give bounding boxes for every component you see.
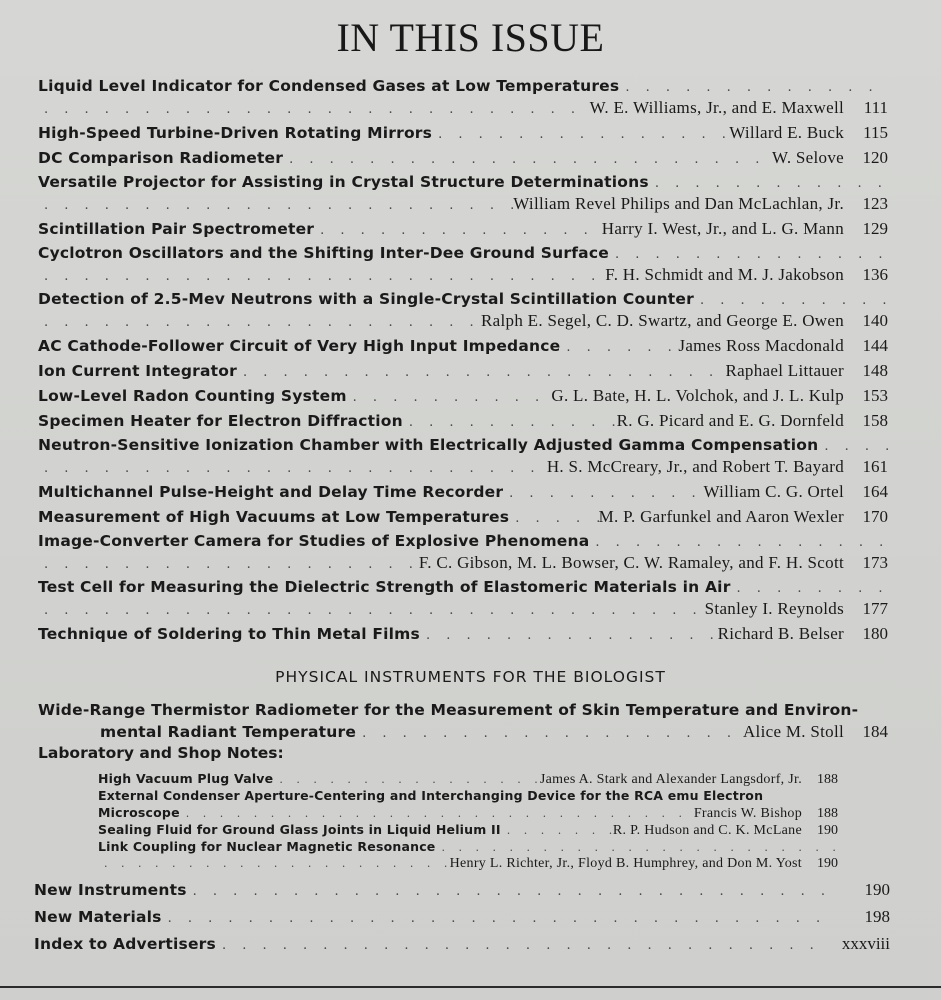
note-title: High Vacuum Plug Valve bbox=[98, 771, 274, 786]
toc-entry bbox=[38, 385, 888, 406]
note-page: 190 bbox=[817, 856, 838, 871]
entry-title: Neutron-Sensitive Ionization Chamber with Electrically Adjusted Gamma Compensation bbox=[38, 436, 819, 454]
entry-authors: F. C. Gibson, M. L. Bowser, C. W. Ramaley, and F. H. Scott bbox=[418, 553, 844, 572]
entry-title: Technique of Soldering to Thin Metal Films bbox=[38, 625, 420, 643]
toc-entry bbox=[38, 531, 888, 573]
leader-dots bbox=[273, 771, 540, 787]
entry-page: 173 bbox=[862, 553, 888, 572]
entry-title: High-Speed Turbine-Driven Rotating Mirrors bbox=[38, 124, 433, 142]
leader-dots bbox=[609, 244, 888, 264]
leader-dots bbox=[237, 362, 726, 381]
entry-page: 153 bbox=[862, 386, 888, 405]
leader-dots bbox=[216, 932, 830, 957]
misc-entry bbox=[34, 903, 890, 930]
lab-note-item bbox=[98, 821, 838, 838]
toc-entry bbox=[38, 335, 888, 356]
entry-title: Scintillation Pair Spectrometer bbox=[38, 220, 315, 238]
toc-entry bbox=[38, 172, 888, 214]
entry-page: 161 bbox=[862, 457, 888, 476]
misc-title: Index to Advertisers bbox=[34, 935, 216, 953]
entry-authors: Harry I. West, Jr., and L. G. Mann bbox=[601, 219, 844, 238]
page-title: IN THIS ISSUE bbox=[336, 15, 605, 60]
entry-title: DC Comparison Radiometer bbox=[38, 149, 284, 167]
note-page: 188 bbox=[817, 772, 838, 787]
entry-title: Measurement of High Vacuums at Low Temperatures bbox=[38, 508, 510, 526]
entry-authors: M. P. Garfunkel and Aaron Wexler bbox=[598, 507, 844, 526]
leader-dots bbox=[619, 77, 888, 97]
entry-title: Multichannel Pulse-Height and Delay Time Recorder bbox=[38, 483, 504, 501]
leader-dots bbox=[314, 220, 602, 239]
entry-page: 140 bbox=[862, 311, 888, 330]
toc-entry bbox=[38, 577, 888, 619]
leader-dots bbox=[503, 483, 703, 502]
entry-title: Cyclotron Oscillators and the Shifting Inter-Dee Ground Surface bbox=[38, 244, 609, 262]
misc-page: 198 bbox=[864, 907, 890, 926]
leader-dots bbox=[38, 266, 605, 285]
footer-rule bbox=[0, 986, 941, 988]
lab-note-item bbox=[98, 770, 838, 787]
entry-title: Test Cell for Measuring the Dielectric Strength of Elastomeric Materials in Air bbox=[38, 578, 731, 596]
entry-title: Versatile Projector for Assisting in Crystal Structure Determinations bbox=[38, 173, 649, 191]
entry-title: Image-Converter Camera for Studies of Explosive Phenomena bbox=[38, 532, 590, 550]
leader-dots bbox=[818, 436, 888, 456]
entry-page: 144 bbox=[862, 336, 888, 355]
note-authors: Henry L. Richter, Jr., Floyd B. Humphrey, and Don M. Yost bbox=[449, 856, 802, 871]
toc-entry bbox=[38, 289, 888, 331]
note-page: 190 bbox=[817, 823, 838, 838]
leader-dots bbox=[403, 412, 617, 431]
leader-dots bbox=[347, 387, 552, 406]
note-title: External Condenser Aperture-Centering and Interchanging Device for the RCA emu Electron bbox=[98, 788, 764, 803]
entry-authors: W. Selove bbox=[772, 148, 844, 167]
toc-entry bbox=[38, 435, 888, 477]
misc-title: New Instruments bbox=[34, 881, 187, 899]
leader-dots bbox=[162, 905, 830, 930]
entry-authors: G. L. Bate, H. L. Volchok, and J. L. Kulp bbox=[551, 386, 844, 405]
entry-page: 136 bbox=[862, 265, 888, 284]
lab-notes-heading: Laboratory and Shop Notes: bbox=[38, 744, 284, 762]
entry-title: Liquid Level Indicator for Condensed Gases at Low Temperatures bbox=[38, 77, 620, 95]
entry-title-cont: mental Radiant Temperature bbox=[100, 723, 357, 741]
toc-entry bbox=[38, 218, 888, 239]
entry-title: AC Cathode-Follower Circuit of Very High Input Impedance bbox=[38, 337, 561, 355]
toc-entry bbox=[38, 410, 888, 431]
entry-title: Low-Level Radon Counting System bbox=[38, 387, 347, 405]
entry-page: 158 bbox=[862, 411, 888, 430]
leader-dots bbox=[509, 508, 598, 527]
leader-dots bbox=[283, 149, 772, 168]
leader-dots bbox=[98, 855, 450, 872]
entry-page: 148 bbox=[862, 361, 888, 380]
leader-dots bbox=[356, 723, 743, 742]
entry-page: 184 bbox=[862, 722, 888, 741]
entry-authors: James Ross Macdonald bbox=[678, 336, 844, 355]
toc-entries bbox=[38, 76, 888, 644]
entry-title: Wide-Range Thermistor Radiometer for the Measurement of Skin Temperature and Environ- bbox=[38, 701, 859, 719]
entry-authors: H. S. McCreary, Jr., and Robert T. Bayard bbox=[546, 457, 844, 476]
bio-entry bbox=[38, 700, 888, 742]
entry-page: 115 bbox=[863, 123, 888, 142]
lab-note-item-cont bbox=[98, 804, 838, 821]
entry-authors: Alice M. Stoll bbox=[742, 722, 844, 741]
toc-entry bbox=[38, 360, 888, 381]
toc-entry bbox=[38, 147, 888, 168]
entry-page: 164 bbox=[862, 482, 888, 501]
leader-dots bbox=[38, 600, 705, 619]
note-title-cont: Microscope bbox=[98, 805, 180, 820]
misc-title: New Materials bbox=[34, 908, 162, 926]
misc-page: xxxviii bbox=[841, 934, 890, 953]
entry-authors: W. E. Williams, Jr., and E. Maxwell bbox=[589, 98, 844, 117]
leader-dots bbox=[501, 822, 613, 838]
entry-title: Detection of 2.5-Mev Neutrons with a Single-Crystal Scintillation Counter bbox=[38, 290, 694, 308]
entry-authors: Willard E. Buck bbox=[729, 123, 844, 142]
toc-entry bbox=[38, 506, 888, 527]
toc-entry bbox=[38, 623, 888, 644]
leader-dots bbox=[38, 99, 590, 118]
leader-dots bbox=[436, 839, 839, 855]
entry-page: 123 bbox=[862, 194, 888, 213]
toc-entry bbox=[38, 76, 888, 118]
leader-dots bbox=[38, 458, 547, 477]
misc-entries bbox=[34, 876, 890, 957]
note-authors: R. P. Hudson and C. K. McLane bbox=[612, 823, 802, 838]
section-heading: PHYSICAL INSTRUMENTS FOR THE BIOLOGIST bbox=[275, 668, 666, 686]
note-title: Sealing Fluid for Ground Glass Joints in Liquid Helium II bbox=[98, 822, 501, 837]
lab-note-item bbox=[98, 838, 838, 855]
leader-dots bbox=[38, 554, 419, 573]
misc-page: 190 bbox=[864, 880, 890, 899]
note-page: 188 bbox=[817, 806, 838, 821]
leader-dots bbox=[38, 195, 513, 214]
entry-page: 170 bbox=[862, 507, 888, 526]
leader-dots bbox=[560, 337, 678, 356]
entry-page: 177 bbox=[862, 599, 888, 618]
entry-authors: William C. G. Ortel bbox=[703, 482, 844, 501]
leader-dots bbox=[731, 578, 888, 598]
leader-dots bbox=[38, 312, 481, 331]
entry-page: 180 bbox=[862, 624, 888, 643]
lab-note-item bbox=[98, 787, 838, 804]
toc-entry bbox=[38, 122, 888, 143]
lab-notes-list bbox=[98, 770, 838, 872]
entry-authors: R. G. Picard and E. G. Dornfeld bbox=[616, 411, 844, 430]
entry-authors: William Revel Philips and Dan McLachlan, Jr. bbox=[513, 194, 844, 213]
leader-dots bbox=[187, 878, 830, 903]
lab-note-item-cont bbox=[98, 855, 838, 872]
note-title: Link Coupling for Nuclear Magnetic Resonance bbox=[98, 839, 436, 854]
misc-entry bbox=[34, 876, 890, 903]
misc-entry bbox=[34, 930, 890, 957]
note-authors: Francis W. Bishop bbox=[693, 806, 802, 821]
entry-page: 120 bbox=[862, 148, 888, 167]
leader-dots bbox=[420, 625, 718, 644]
leader-dots bbox=[589, 532, 888, 552]
note-authors: James A. Stark and Alexander Langsdorf, Jr. bbox=[539, 772, 802, 787]
leader-dots bbox=[649, 173, 888, 193]
entry-title: Specimen Heater for Electron Diffraction bbox=[38, 412, 403, 430]
entry-page: 111 bbox=[863, 98, 888, 117]
toc-entry bbox=[38, 481, 888, 502]
toc-entry bbox=[38, 243, 888, 285]
entry-authors: Richard B. Belser bbox=[717, 624, 844, 643]
entry-authors: Ralph E. Segel, C. D. Swartz, and George E. Owen bbox=[481, 311, 844, 330]
entry-title: Ion Current Integrator bbox=[38, 362, 237, 380]
leader-dots bbox=[180, 805, 694, 821]
leader-dots bbox=[432, 124, 729, 143]
entry-authors: Raphael Littauer bbox=[725, 361, 844, 380]
entry-authors: Stanley I. Reynolds bbox=[704, 599, 844, 618]
entry-authors: F. H. Schmidt and M. J. Jakobson bbox=[605, 265, 844, 284]
leader-dots bbox=[694, 290, 888, 310]
entry-page: 129 bbox=[862, 219, 888, 238]
